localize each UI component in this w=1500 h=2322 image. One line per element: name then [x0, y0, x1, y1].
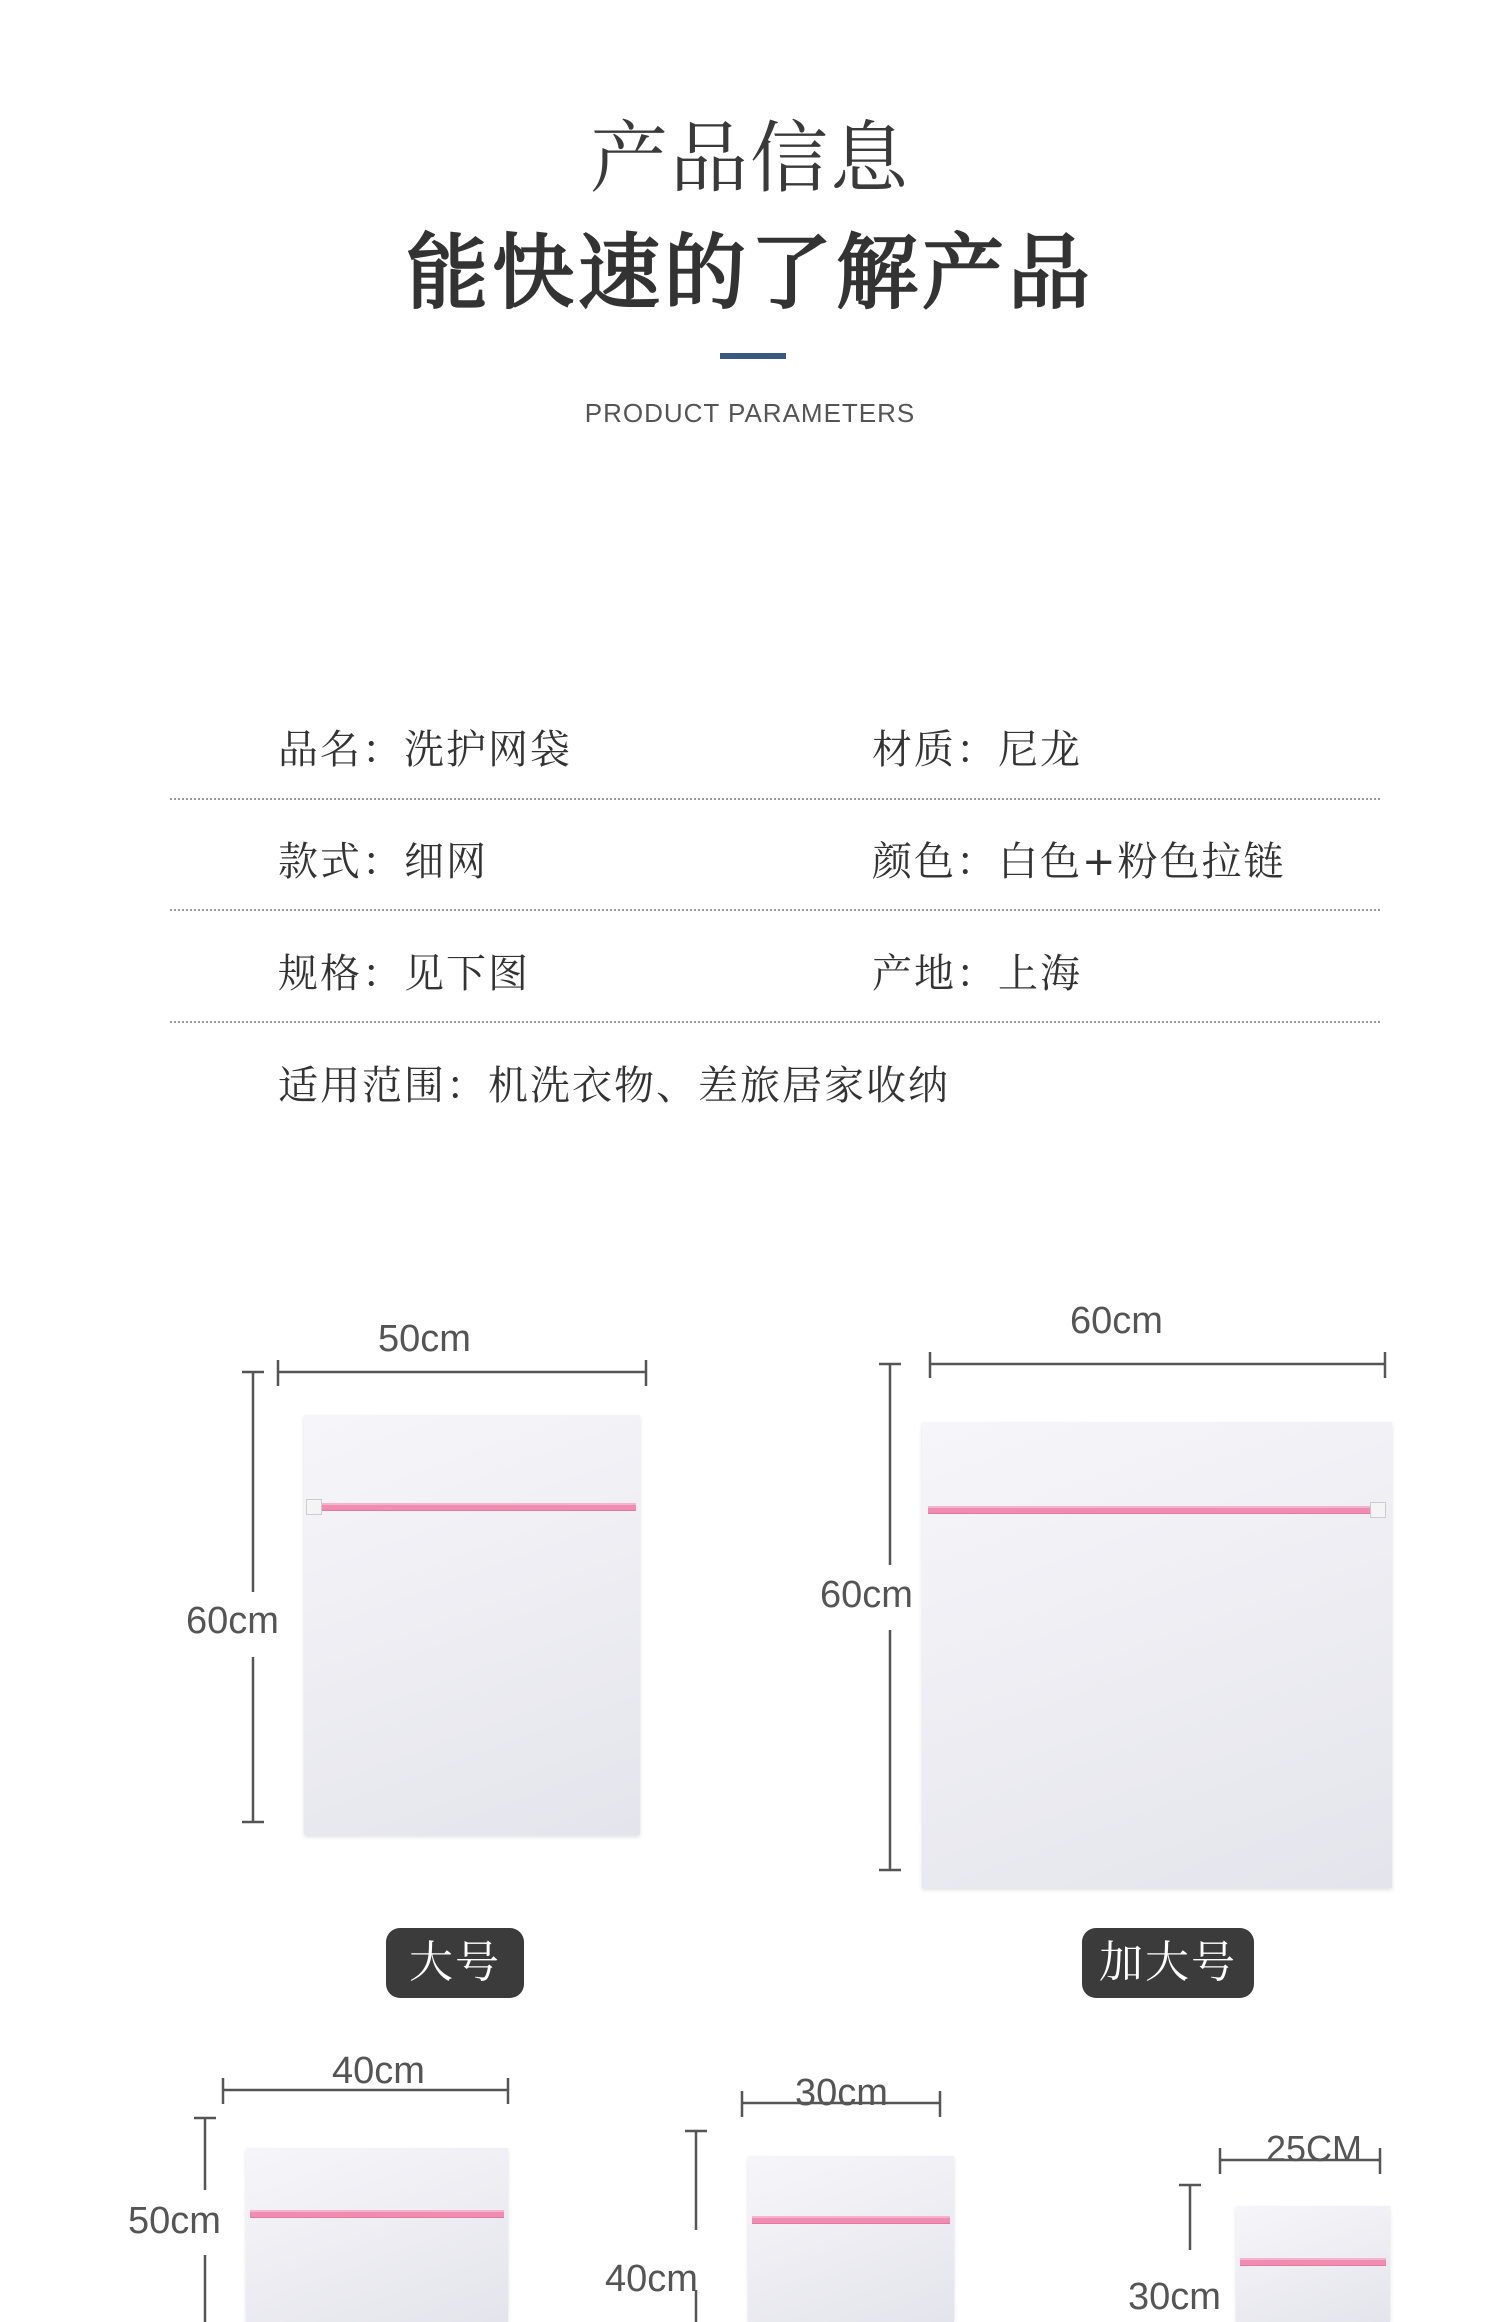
medium-height-label: 50cm — [128, 2200, 221, 2242]
medium-mesh-bag — [246, 2148, 508, 2322]
xlarge-width-label: 60cm — [1070, 1300, 1163, 1342]
large-width-label: 50cm — [378, 1318, 471, 1360]
param-style: 款式：细网 — [278, 839, 488, 885]
section-caption: PRODUCT PARAMETERS — [584, 398, 916, 428]
large-mesh-bag — [304, 1415, 640, 1835]
param-origin: 产地：上海 — [872, 951, 1082, 997]
large-height-label: 60cm — [186, 1600, 279, 1642]
param-usage: 适用范围：机洗衣物、差旅居家收纳 — [278, 1063, 950, 1109]
xsmall-height-label: 30cm — [1128, 2276, 1221, 2318]
param-spec: 规格：见下图 — [278, 951, 530, 997]
zipper — [310, 1503, 636, 1511]
small-mesh-bag — [748, 2156, 954, 2322]
xsmall-width-label: 25CM — [1266, 2128, 1363, 2169]
zipper — [1240, 2258, 1386, 2266]
zipper — [752, 2216, 950, 2224]
size-badge-xlarge: 加大号 — [1082, 1928, 1254, 1998]
xsmall-mesh-bag — [1236, 2206, 1390, 2322]
page-title: 产品信息 — [589, 114, 910, 204]
medium-width-label: 40cm — [332, 2050, 425, 2092]
zipper-pull — [1370, 1502, 1386, 1518]
page-subtitle: 能快速的了解产品 — [405, 226, 1094, 321]
zipper — [250, 2210, 504, 2218]
param-color: 颜色：白色+粉色拉链 — [872, 839, 1286, 885]
xlarge-height-label: 60cm — [820, 1574, 913, 1616]
param-name: 品名：洗护网袋 — [278, 727, 572, 773]
zipper-pull — [306, 1499, 322, 1515]
xlarge-mesh-bag — [922, 1422, 1392, 1888]
param-material: 材质：尼龙 — [872, 727, 1082, 773]
zipper — [928, 1506, 1382, 1514]
size-badge-large: 大号 — [386, 1928, 524, 1998]
small-height-label: 40cm — [605, 2258, 698, 2300]
small-width-label: 30cm — [795, 2072, 888, 2114]
